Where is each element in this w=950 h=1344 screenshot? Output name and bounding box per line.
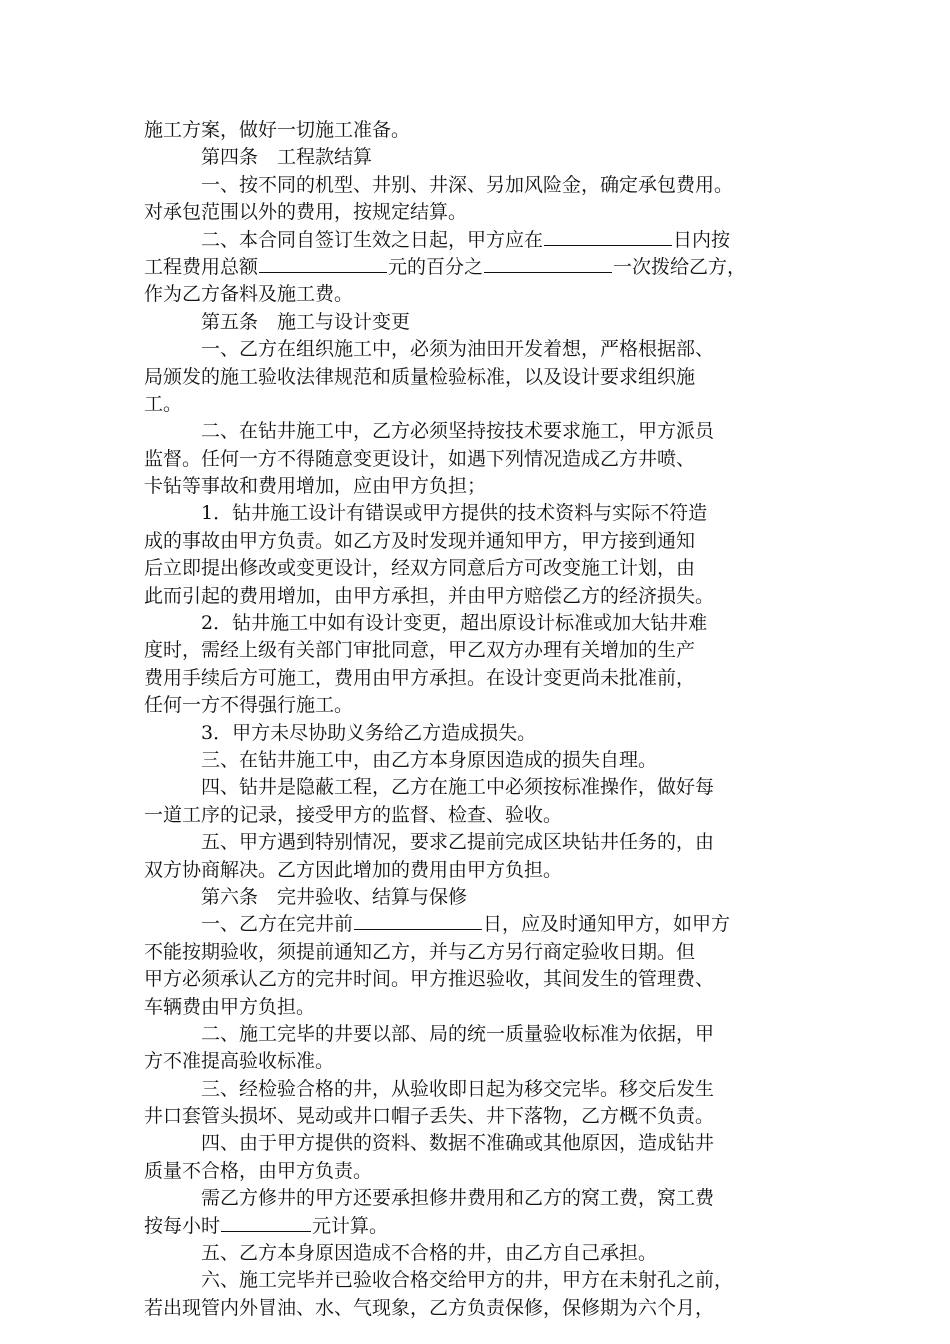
text-line: 若出现管内外冒油、水、气现象，乙方负责保修，保修期为六个月， — [144, 1296, 715, 1319]
text-segment: 一、乙方在完井前 — [201, 913, 354, 936]
section-heading-6: 第六条 完井验收、结算与保修 — [201, 885, 468, 908]
text-line: 需乙方修井的甲方还要承担修井费用和乙方的窝工费，窝工费 — [201, 1187, 715, 1210]
text-line: 监督。任何一方不得随意变更设计，如遇下列情况造成乙方井喷、 — [144, 447, 696, 470]
fill-in-blank — [354, 911, 482, 930]
text-line: 不能按期验收，须提前通知乙方，并与乙方另行商定验收日期。但 — [144, 940, 696, 963]
text-line: 度时，需经上级有关部门审批同意，甲乙双方办理有关增加的生产 — [144, 639, 696, 662]
text-line-with-blank — [144, 254, 824, 281]
text-line: 六、施工完毕并已验收合格交给甲方的井，甲方在未射孔之前， — [201, 1269, 734, 1292]
text-line: 二、在钻井施工中，乙方必须坚持按技术要求施工，甲方派员 — [201, 420, 715, 443]
fill-in-blank — [221, 1213, 311, 1232]
contract-body — [144, 117, 824, 1322]
text-line: 一、按不同的机型、井别、井深、另加风险金，确定承包费用。 — [201, 173, 734, 196]
text-line: 五、乙方本身原因造成不合格的井，由乙方自己承担。 — [201, 1242, 658, 1265]
text-segment: 元的百分之 — [388, 255, 484, 278]
text-line: 井口套管头损坏、晃动或井口帽子丢失、井下落物，乙方概不负责。 — [144, 1105, 715, 1128]
text-line-with-blank — [144, 1213, 824, 1240]
text-line: 三、在钻井施工中，由乙方本身原因造成的损失自理。 — [201, 748, 658, 771]
text-segment: 二、本合同自签订生效之日起，甲方应在 — [201, 228, 544, 251]
text-line: 对承包范围以外的费用，按规定结算。 — [144, 201, 468, 224]
text-segment: 日内按 — [673, 228, 731, 251]
text-line: 工。 — [144, 392, 183, 415]
fill-in-blank — [544, 227, 672, 246]
text-line: 五、甲方遇到特别情况，要求乙提前完成区块钻井任务的，由 — [201, 831, 715, 854]
text-line: 一、乙方在组织施工中，必须为油田开发着想，严格根据部、 — [201, 338, 715, 361]
text-line-with-blank — [144, 911, 824, 938]
text-line: 2．钻井施工中如有设计变更，超出原设计标准或加大钻井难 — [201, 612, 708, 635]
fill-in-blank — [259, 254, 387, 273]
fill-in-blank — [484, 254, 612, 273]
text-line: 局颁发的施工验收法律规范和质量检验标准，以及设计要求组织施 — [144, 365, 696, 388]
text-segment: 工程费用总额 — [144, 255, 259, 278]
text-line: 费用手续后方可施工，费用由甲方承担。在设计变更尚未批准前， — [144, 666, 696, 689]
text-line: 3．甲方未尽协助义务给乙方造成损失。 — [201, 721, 537, 744]
text-line: 1．钻井施工设计有错误或甲方提供的技术资料与实际不符造 — [201, 502, 708, 525]
section-heading-4: 第四条 工程款结算 — [201, 146, 373, 169]
text-line: 作为乙方备料及施工费。 — [144, 283, 354, 306]
text-line-with-blank — [144, 227, 824, 254]
text-line: 三、经检验合格的井，从验收即日起为移交完毕。移交后发生 — [201, 1077, 715, 1100]
text-line: 双方协商解决。乙方因此增加的费用由甲方负担。 — [144, 858, 563, 881]
text-line: 方不准提高验收标准。 — [144, 1050, 335, 1073]
text-line: 此而引起的费用增加，由甲方承担，并由甲方赔偿乙方的经济损失。 — [144, 584, 715, 607]
text-segment: 元计算。 — [312, 1214, 389, 1237]
text-line: 施工方案，做好一切施工准备。 — [144, 119, 411, 141]
text-line: 质量不合格，由甲方负责。 — [144, 1159, 373, 1182]
text-line: 一道工序的记录，接受甲方的监督、检查、验收。 — [144, 803, 563, 826]
text-line: 卡钻等事故和费用增加，应由甲方负担； — [144, 475, 487, 498]
text-line: 四、钻井是隐蔽工程，乙方在施工中必须按标准操作，做好每 — [201, 776, 715, 799]
text-line: 后立即提出修改或变更设计，经双方同意后方可改变施工计划，由 — [144, 557, 696, 580]
text-line: 车辆费由甲方负担。 — [144, 995, 316, 1018]
text-segment: 按每小时 — [144, 1214, 221, 1237]
text-segment: 日，应及时通知甲方，如甲方 — [483, 913, 731, 936]
text-line: 二、施工完毕的井要以部、局的统一质量验收标准为依据，甲 — [201, 1022, 715, 1045]
text-line: 甲方必须承认乙方的完井时间。甲方推迟验收，其间发生的管理费、 — [144, 968, 715, 991]
text-line: 四、由于甲方提供的资料、数据不准确或其他原因，造成钻井 — [201, 1132, 715, 1155]
text-line: 任何一方不得强行施工。 — [144, 694, 354, 717]
section-heading-5: 第五条 施工与设计变更 — [201, 310, 411, 333]
text-line: 成的事故由甲方负责。如乙方及时发现并通知甲方，甲方接到通知 — [144, 529, 696, 552]
text-segment: 一次拨给乙方， — [613, 255, 747, 278]
